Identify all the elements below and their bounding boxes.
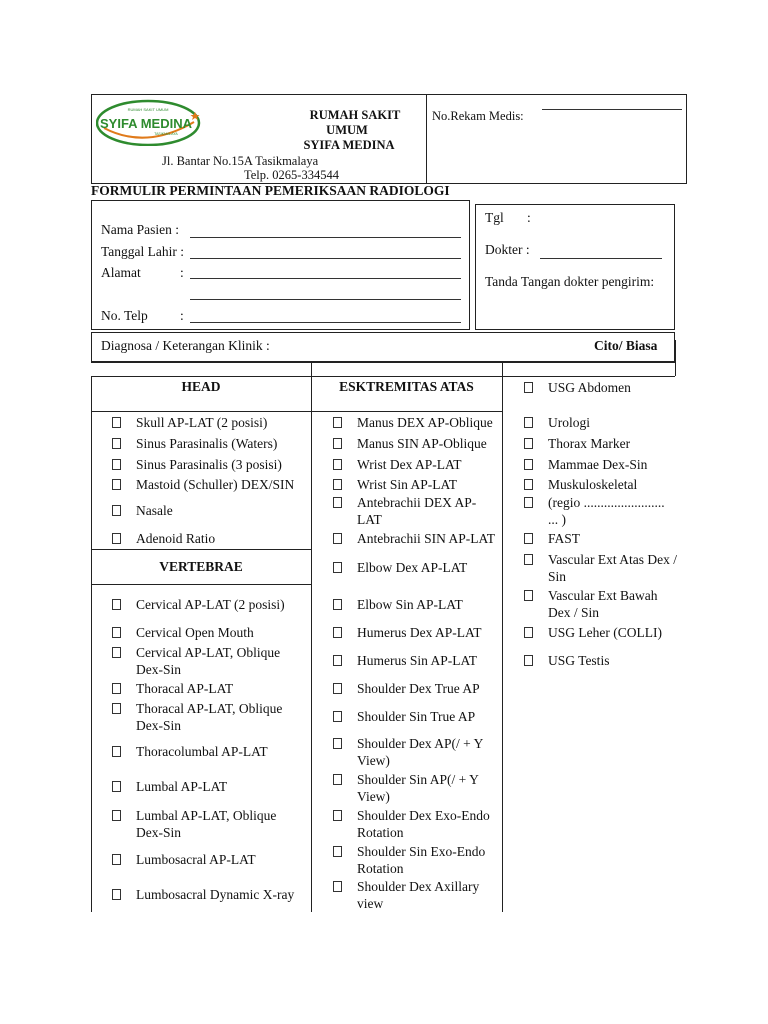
logo-top-text: RUMAH SAKIT UMUM — [127, 107, 169, 112]
checkbox[interactable] — [524, 479, 533, 490]
doctor-box — [475, 204, 675, 330]
telp-label: No. Telp — [101, 308, 148, 323]
grid-top-line — [91, 362, 675, 363]
checkbox[interactable] — [333, 881, 342, 892]
checkbox[interactable] — [333, 438, 342, 449]
checkbox[interactable] — [333, 738, 342, 749]
checkbox[interactable] — [333, 711, 342, 722]
telp-colon: : — [180, 308, 184, 323]
hospital-address: Jl. Bantar No.15A Tasikmalaya — [162, 154, 319, 168]
nama-label: Nama Pasien : — [101, 222, 179, 237]
checkbox[interactable] — [333, 846, 342, 857]
checkbox[interactable] — [524, 438, 533, 449]
checkbox[interactable] — [524, 417, 533, 428]
dokter-field[interactable] — [540, 258, 662, 259]
checkbox[interactable] — [112, 438, 121, 449]
checkbox[interactable] — [333, 459, 342, 470]
telp-field[interactable] — [190, 322, 461, 323]
checkbox[interactable] — [112, 599, 121, 610]
logo-bottom-text: TASIKMALAYA — [154, 132, 178, 136]
tgl-label: Tgl — [485, 210, 504, 225]
checkbox[interactable] — [112, 683, 121, 694]
checkbox[interactable] — [112, 533, 121, 544]
grid-header-line — [91, 376, 675, 377]
checkbox[interactable] — [524, 590, 533, 601]
checkbox[interactable] — [524, 627, 533, 638]
checkbox[interactable] — [524, 382, 533, 393]
checkbox[interactable] — [112, 627, 121, 638]
head-title-line — [91, 411, 502, 412]
tanggal-field[interactable] — [190, 258, 461, 259]
checkbox[interactable] — [333, 562, 342, 573]
checkbox[interactable] — [333, 417, 342, 428]
checkbox[interactable] — [524, 497, 533, 508]
head-title: HEAD — [181, 379, 221, 394]
checkbox[interactable] — [112, 889, 121, 900]
tgl-colon: : — [527, 210, 531, 225]
hospital-name-1: RUMAH SAKIT — [309, 108, 401, 122]
alamat-field-2[interactable] — [190, 299, 461, 300]
checkbox[interactable] — [524, 533, 533, 544]
dokter-label: Dokter : — [485, 242, 530, 257]
checkbox[interactable] — [333, 533, 342, 544]
checkbox[interactable] — [112, 505, 121, 516]
vertebrae-bottom-line — [91, 584, 311, 585]
checkbox[interactable] — [112, 647, 121, 658]
grid-col1 — [311, 362, 312, 912]
grid-right — [675, 340, 676, 376]
grid-left — [91, 376, 92, 912]
rekam-medis-field[interactable] — [542, 109, 682, 110]
diagnosa-label: Diagnosa / Keterangan Klinik : — [101, 338, 270, 353]
form-title: FORMULIR PERMINTAAN PEMERIKSAAN RADIOLOGI — [91, 183, 450, 198]
nama-field[interactable] — [190, 237, 461, 238]
checkbox[interactable] — [333, 810, 342, 821]
alamat-colon: : — [180, 265, 184, 280]
checkbox[interactable] — [112, 810, 121, 821]
checkbox[interactable] — [333, 627, 342, 638]
ekstremitas-title: ESKTREMITAS ATAS — [339, 379, 474, 394]
hospital-logo — [96, 98, 202, 146]
checkbox[interactable] — [112, 479, 121, 490]
checkbox[interactable] — [333, 479, 342, 490]
vertebrae-title: VERTEBRAE — [159, 559, 243, 574]
checkbox[interactable] — [333, 683, 342, 694]
vertebrae-top-line — [91, 549, 311, 550]
checkbox[interactable] — [333, 655, 342, 666]
alamat-field-1[interactable] — [190, 278, 461, 279]
checkbox[interactable] — [112, 417, 121, 428]
checkbox[interactable] — [524, 459, 533, 470]
logo-text: SYIFA MEDINA — [100, 116, 192, 131]
rekam-medis-label: No.Rekam Medis: — [432, 109, 524, 123]
tanda-tangan-label: Tanda Tangan dokter pengirim: — [485, 274, 655, 289]
alamat-label: Alamat — [101, 265, 141, 280]
header-divider — [426, 94, 427, 184]
checkbox[interactable] — [524, 554, 533, 565]
cito-biasa: Cito/ Biasa — [594, 338, 658, 353]
checkbox[interactable] — [333, 497, 342, 508]
checkbox[interactable] — [333, 774, 342, 785]
tanggal-label: Tanggal Lahir : — [101, 244, 185, 259]
checkbox[interactable] — [112, 459, 121, 470]
checkbox[interactable] — [333, 599, 342, 610]
checkbox[interactable] — [112, 781, 121, 792]
hospital-name-2: UMUM — [326, 123, 368, 137]
hospital-phone: Telp. 0265-334544 — [244, 168, 339, 182]
hospital-name-3: SYIFA MEDINA — [303, 138, 395, 152]
checkbox[interactable] — [112, 854, 121, 865]
checkbox[interactable] — [524, 655, 533, 666]
checkbox[interactable] — [112, 703, 121, 714]
checkbox[interactable] — [112, 746, 121, 757]
